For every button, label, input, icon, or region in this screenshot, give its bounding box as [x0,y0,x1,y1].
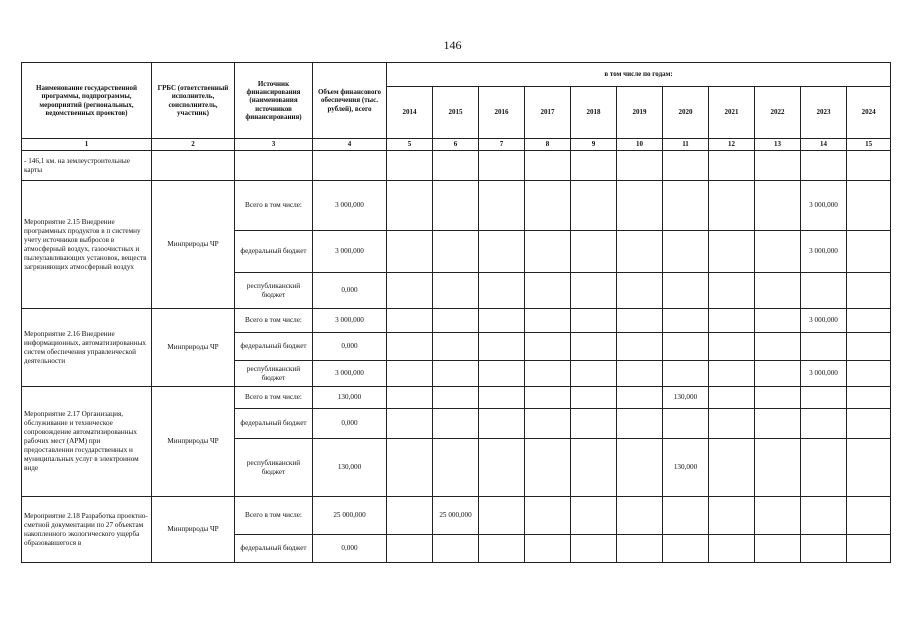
year-value [433,231,479,273]
year-value [571,231,617,273]
year-value [709,439,755,497]
measure-grbs: Минприроды ЧР [152,309,235,387]
year-value [433,387,479,409]
year-value [479,387,525,409]
measure-grbs: Минприроды ЧР [152,387,235,497]
year-value [525,309,571,333]
funding-volume: 25 000,000 [313,497,387,535]
column-number: 2 [152,139,235,151]
year-value [571,309,617,333]
year-value [525,361,571,387]
financing-table [21,62,891,563]
table-cell [755,151,801,181]
year-value [801,387,847,409]
funding-volume: 3 000,000 [313,361,387,387]
year-value [479,497,525,535]
funding-source: Всего в том числе: [235,387,313,409]
table-cell [663,151,709,181]
year-value [663,497,709,535]
year-value [847,273,891,309]
year-value [617,497,663,535]
column-number: 8 [525,139,571,151]
header-year: 2019 [617,87,663,139]
header-year: 2024 [847,87,891,139]
year-value [755,231,801,273]
year-value [571,439,617,497]
funding-source: республиканский бюджет [235,439,313,497]
funding-source: республиканский бюджет [235,361,313,387]
table-row [22,497,891,535]
year-value [617,361,663,387]
year-value [433,361,479,387]
year-value [755,181,801,231]
year-value [663,535,709,563]
year-value [847,333,891,361]
column-number: 3 [235,139,313,151]
header-year: 2018 [571,87,617,139]
year-value: 25 000,000 [433,497,479,535]
year-value [847,439,891,497]
year-value [847,231,891,273]
year-value [847,361,891,387]
year-value [525,231,571,273]
funding-source: федеральный бюджет [235,231,313,273]
table-cell [313,151,387,181]
year-value [617,387,663,409]
header-year: 2014 [387,87,433,139]
funding-volume: 130,000 [313,439,387,497]
header-year: 2020 [663,87,709,139]
year-value [571,535,617,563]
year-value [387,309,433,333]
header-year: 2017 [525,87,571,139]
year-value [755,273,801,309]
header-year: 2015 [433,87,479,139]
year-value [571,387,617,409]
table-cell [617,151,663,181]
column-number: 12 [709,139,755,151]
year-value [663,231,709,273]
table-cell [152,151,235,181]
year-value [617,181,663,231]
header-source: Источник финансирования (наименования источников финансирования) [235,63,313,139]
year-value [617,409,663,439]
year-value [387,273,433,309]
year-value [479,333,525,361]
year-value [479,439,525,497]
column-number: 14 [801,139,847,151]
year-value [479,181,525,231]
year-value [525,387,571,409]
header-years-group: в том числе по годам: [387,63,891,87]
table-cell [709,151,755,181]
year-value [709,333,755,361]
year-value [709,181,755,231]
year-value [755,387,801,409]
column-number: 5 [387,139,433,151]
funding-source: федеральный бюджет [235,535,313,563]
column-number: 9 [571,139,617,151]
column-number: 6 [433,139,479,151]
column-number: 1 [22,139,152,151]
year-value [709,535,755,563]
year-value [617,535,663,563]
year-value [387,361,433,387]
year-value [709,361,755,387]
year-value [479,273,525,309]
year-value [801,273,847,309]
year-value [755,409,801,439]
table-cell [433,151,479,181]
year-value [755,333,801,361]
year-value [709,387,755,409]
year-value [525,181,571,231]
year-value [433,273,479,309]
year-value: 3 000,000 [801,309,847,333]
year-value [433,309,479,333]
table-cell [801,151,847,181]
year-value [755,309,801,333]
header-name: Наименование государственной программы, подпрограммы, мероприятий (региональных, ведомственных проектов) [22,63,152,139]
year-value [617,333,663,361]
year-value [479,231,525,273]
year-value [525,497,571,535]
funding-volume: 130,000 [313,387,387,409]
year-value [709,409,755,439]
table-row [22,151,891,181]
year-value [755,497,801,535]
year-value [847,535,891,563]
year-value: 3 000,000 [801,231,847,273]
year-value [387,535,433,563]
year-value [801,535,847,563]
funding-volume: 3 000,000 [313,181,387,231]
funding-volume: 0,000 [313,409,387,439]
table-cell [847,151,891,181]
year-value [755,439,801,497]
funding-source: федеральный бюджет [235,409,313,439]
funding-source: федеральный бюджет [235,333,313,361]
year-value [617,439,663,497]
year-value [755,535,801,563]
year-value [617,231,663,273]
year-value [479,361,525,387]
year-value [387,181,433,231]
year-value [709,497,755,535]
year-value [847,497,891,535]
year-value [663,181,709,231]
year-value [709,231,755,273]
year-value [479,535,525,563]
year-value [709,309,755,333]
year-value: 130,000 [663,439,709,497]
year-value [801,497,847,535]
column-number: 13 [755,139,801,151]
year-value [525,273,571,309]
column-number: 7 [479,139,525,151]
year-value [479,409,525,439]
table-cell [479,151,525,181]
year-value [479,309,525,333]
table-cell [525,151,571,181]
year-value [847,181,891,231]
table-cell [571,151,617,181]
year-value [571,273,617,309]
header-volume: Объем финансового обеспечения (тыс. рублей), всего [313,63,387,139]
year-value [387,497,433,535]
table-row [22,309,891,333]
year-value [571,361,617,387]
column-number: 11 [663,139,709,151]
year-value [617,273,663,309]
funding-volume: 0,000 [313,273,387,309]
funding-source: Всего в том числе: [235,309,313,333]
year-value: 3 000,000 [801,361,847,387]
year-value [801,439,847,497]
year-value [525,535,571,563]
year-value [571,333,617,361]
year-value [801,333,847,361]
table-row [22,387,891,409]
year-value [433,333,479,361]
measure-grbs: Минприроды ЧР [152,497,235,563]
header-year: 2022 [755,87,801,139]
year-value [709,273,755,309]
year-value [433,535,479,563]
year-value [525,439,571,497]
column-number: 15 [847,139,891,151]
year-value [433,181,479,231]
year-value [387,231,433,273]
header-year: 2021 [709,87,755,139]
funding-source: Всего в том числе: [235,181,313,231]
measure-name: Мероприятие 2.17 Организация, обслуживание и техническое сопровождение автоматизированных рабочих мест (АРМ) при предоставлении государственных и муниципальных услуг в электронном виде [22,387,152,497]
funding-volume: 3 000,000 [313,231,387,273]
year-value [663,361,709,387]
measure-grbs: Минприроды ЧР [152,181,235,309]
year-value [433,409,479,439]
measure-name: Мероприятие 2.15 Внедрение программных продуктов в п системну учету источников выбросов в атмосферный воздух, газоочистных и пылеулавливающих установок, веществ загрязняющих атмосферный воздух [22,181,152,309]
year-value [571,409,617,439]
funding-source: республиканский бюджет [235,273,313,309]
measure-name: Мероприятие 2.18 Разработка проектно-сметной документации по 27 объектам накопленного экологического ущерба образовавшегося в [22,497,152,563]
table-row [22,181,891,231]
year-value [525,333,571,361]
funding-volume: 0,000 [313,333,387,361]
year-value [387,409,433,439]
year-value [433,439,479,497]
year-value [663,309,709,333]
header-year: 2023 [801,87,847,139]
header-grbs: ГРБС (ответственный исполнитель, соисполнитель, участник) [152,63,235,139]
table-cell [387,151,433,181]
year-value [847,409,891,439]
year-value [663,333,709,361]
funding-volume: 3 000,000 [313,309,387,333]
year-value [387,439,433,497]
year-value [755,361,801,387]
year-value [847,387,891,409]
header-year: 2016 [479,87,525,139]
measure-name: Мероприятие 2.16 Внедрение информационных, автоматизированных систем обеспечения управленческой деятельности [22,309,152,387]
year-value: 3 000,000 [801,181,847,231]
column-number: 10 [617,139,663,151]
year-value [387,387,433,409]
year-value [571,181,617,231]
year-value [617,309,663,333]
column-number: 4 [313,139,387,151]
funding-source: Всего в том числе: [235,497,313,535]
year-value [847,309,891,333]
continuation-text: - 146,1 км. на землеустроительные карты [22,151,152,181]
year-value [801,409,847,439]
page-number: 146 [443,38,462,52]
year-value [387,333,433,361]
table-cell [235,151,313,181]
year-value: 130,000 [663,387,709,409]
year-value [663,273,709,309]
funding-volume: 0,000 [313,535,387,563]
year-value [525,409,571,439]
year-value [663,409,709,439]
year-value [571,497,617,535]
